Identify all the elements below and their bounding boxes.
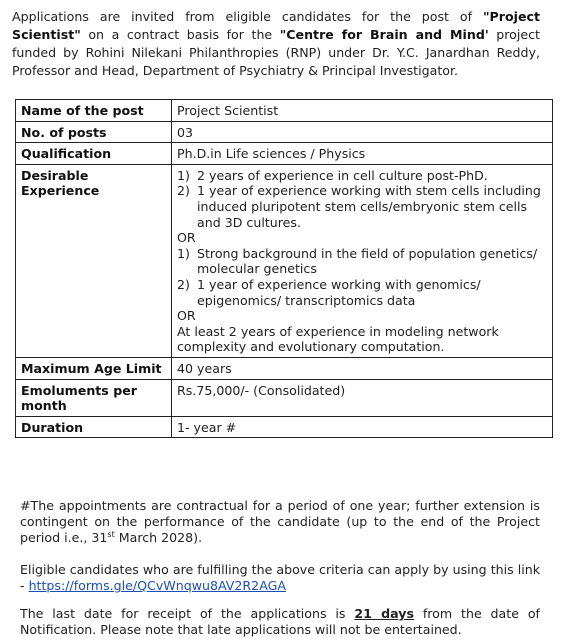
post-details-table bbox=[15, 99, 553, 438]
list-number: 2) bbox=[177, 183, 190, 199]
experience-label: Desirable Experience bbox=[16, 164, 172, 357]
list-number: 1) bbox=[177, 245, 190, 261]
qualification-value: Ph.D.in Life sciences / Physics bbox=[172, 143, 553, 165]
duration-label: Duration bbox=[16, 416, 172, 438]
qualification-label: Qualification bbox=[16, 143, 172, 165]
age-limit-label: Maximum Age Limit bbox=[16, 357, 172, 379]
duration-value: 1- year # bbox=[172, 416, 553, 438]
footnote-text-2: March 2028). bbox=[118, 530, 203, 545]
post-title: "Project Scientist" bbox=[12, 9, 540, 42]
centre-name: "Centre for Brain and Mind' bbox=[279, 27, 489, 42]
table-row bbox=[16, 121, 553, 143]
post-name-label: Name of the post bbox=[16, 100, 172, 122]
list-item bbox=[177, 168, 547, 184]
experience-item: 2 years of experience in cell culture post-PhD. bbox=[197, 167, 488, 183]
table-row bbox=[16, 416, 553, 438]
table-row bbox=[16, 357, 553, 379]
or-separator: OR bbox=[177, 230, 196, 246]
intro-text-3: project funded by Rohini Nilekani Philanthropies (RNP) under Dr. Y.C. Janardhan Reddy, Professor and Head, Department of Psychiatry & Principal Investigator. bbox=[12, 27, 540, 78]
age-limit-value: 40 years bbox=[172, 357, 553, 379]
emoluments-label: Emoluments per month bbox=[16, 379, 172, 416]
deadline-paragraph bbox=[20, 606, 540, 638]
deadline-text-2: from the date of Notification. Please note that late applications will not be entertained. bbox=[20, 606, 540, 637]
or-separator: OR bbox=[177, 308, 196, 324]
list-item bbox=[177, 246, 547, 277]
experience-value bbox=[172, 164, 553, 357]
table-row bbox=[16, 379, 553, 416]
posts-count-value: 03 bbox=[172, 121, 553, 143]
experience-item: 1 year of experience working with genomics/ epigenomics/ transcriptomics data bbox=[197, 276, 481, 308]
ordinal-suffix: st bbox=[107, 529, 115, 539]
list-item bbox=[177, 277, 547, 308]
list-item bbox=[177, 183, 547, 230]
table-row bbox=[16, 143, 553, 165]
apply-paragraph bbox=[20, 562, 540, 594]
deadline-days: 21 days bbox=[354, 606, 414, 621]
posts-count-label: No. of posts bbox=[16, 121, 172, 143]
list-number: 1) bbox=[177, 167, 190, 183]
intro-paragraph bbox=[12, 8, 540, 80]
application-form-link[interactable]: https://forms.gle/QCvWnqwu8AV2R2AGA bbox=[28, 578, 286, 593]
list-number: 2) bbox=[177, 276, 190, 292]
footnote-text-1: #The appointments are contractual for a period of one year; further extension is contingent on the performance of the candidate (up to the end of the Project period i.e., 31 bbox=[20, 498, 540, 545]
emoluments-value: Rs.75,000/- (Consolidated) bbox=[172, 379, 553, 416]
experience-item: At least 2 years of experience in modeling network complexity and evolutionary computation. bbox=[177, 323, 499, 355]
table-row bbox=[16, 100, 553, 122]
intro-text-1: Applications are invited from eligible candidates for the post of bbox=[12, 9, 473, 24]
deadline-text-1: The last date for receipt of the applications is bbox=[20, 606, 346, 621]
table-row bbox=[16, 164, 553, 357]
experience-item: 1 year of experience working with stem cells including induced pluripotent stem cells/embryonic stem cells and 3D cultures. bbox=[197, 183, 541, 230]
intro-text-2: on a contract basis for the bbox=[88, 27, 273, 42]
experience-item: Strong background in the field of population genetics/ molecular genetics bbox=[197, 245, 538, 277]
footnote-paragraph bbox=[20, 498, 540, 546]
post-name-value: Project Scientist bbox=[172, 100, 553, 122]
apply-text: Eligible candidates who are fulfilling the above criteria can apply by using this link - bbox=[20, 562, 540, 593]
